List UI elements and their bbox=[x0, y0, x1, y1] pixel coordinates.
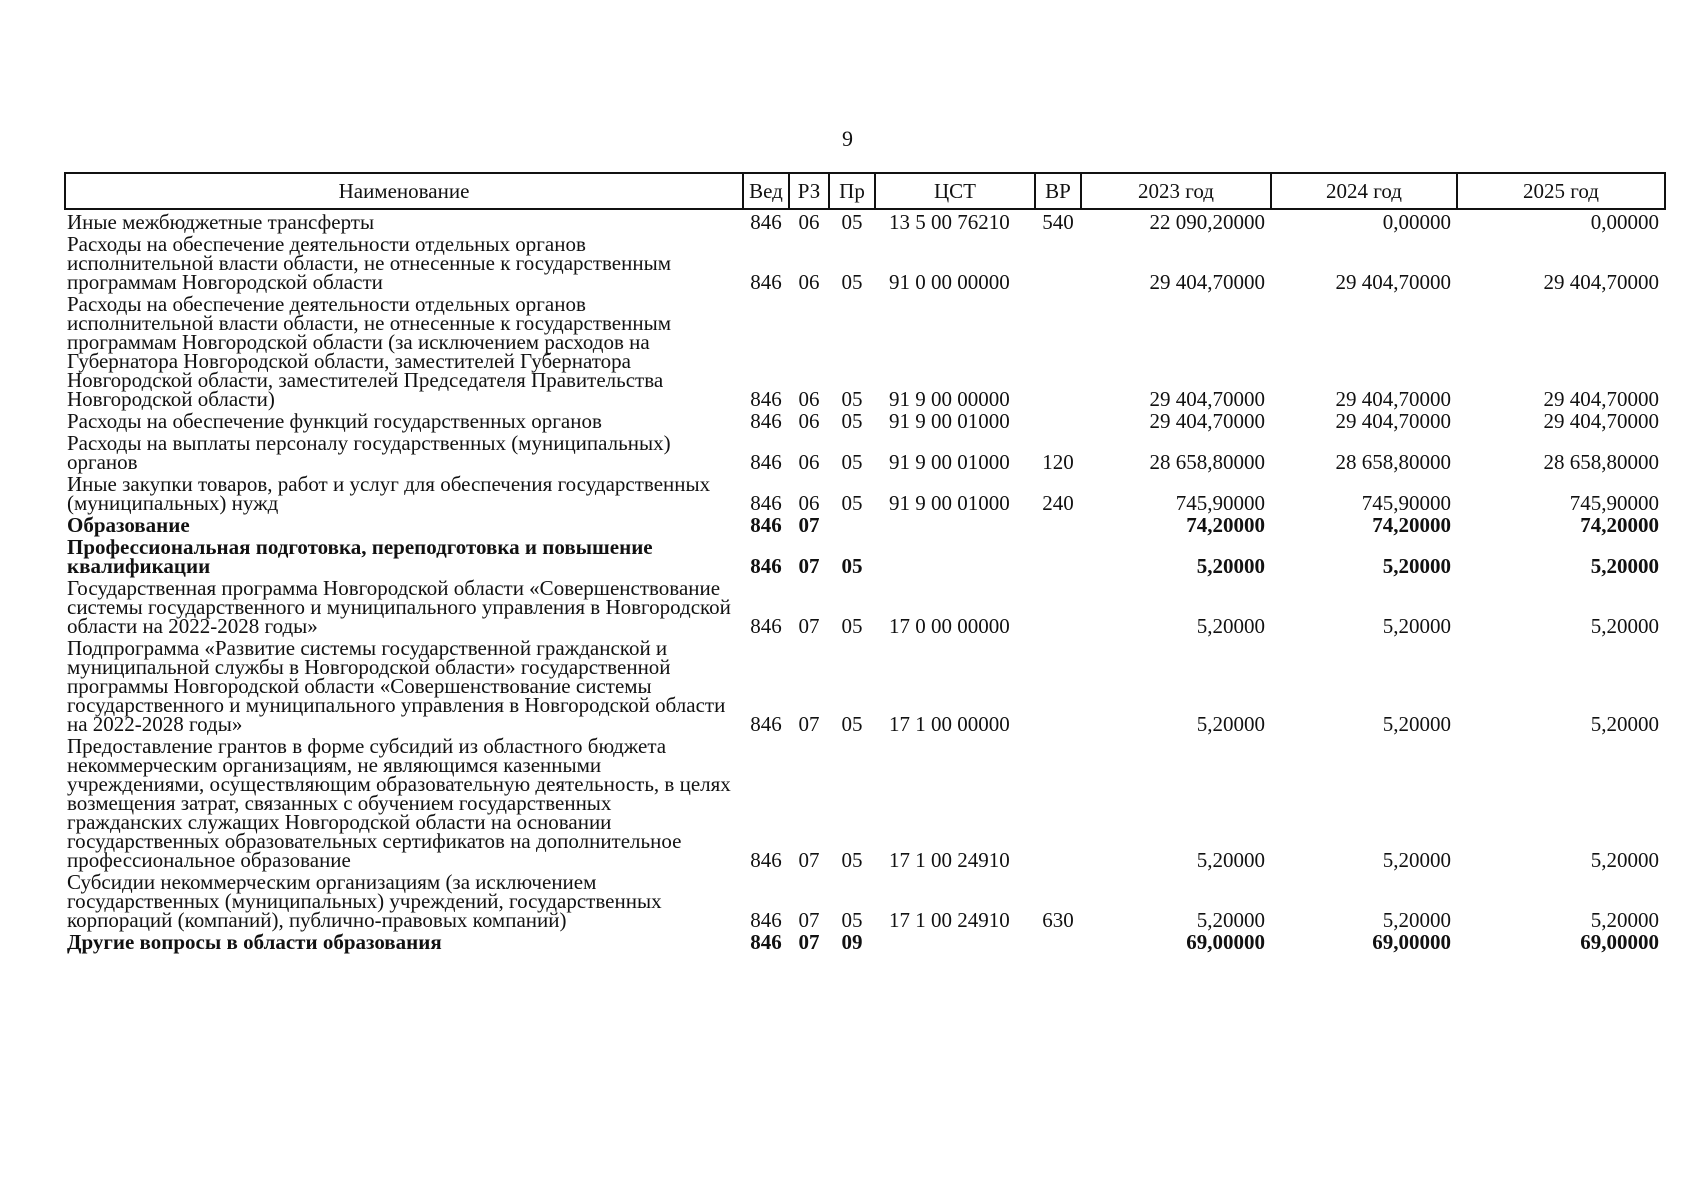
row-pr: 05 bbox=[841, 210, 863, 234]
row-name: Другие вопросы в области образования bbox=[67, 930, 442, 954]
table-row bbox=[65, 232, 1665, 292]
row-cst: 91 9 00 01000 bbox=[889, 491, 1010, 515]
row-vr bbox=[1035, 409, 1081, 431]
row-vr bbox=[1035, 513, 1081, 535]
row-vr bbox=[1035, 232, 1081, 292]
row-vr: 630 bbox=[1042, 908, 1074, 932]
row-rz: 07 bbox=[798, 908, 820, 932]
row-amount-2023: 5,20000 bbox=[1196, 614, 1265, 638]
row-amount-2023: 29 404,70000 bbox=[1149, 409, 1265, 433]
row-ved: 846 bbox=[750, 712, 782, 736]
row-ved: 846 bbox=[750, 450, 782, 474]
table-row bbox=[65, 535, 1665, 576]
row-rz: 07 bbox=[798, 712, 820, 736]
row-pr bbox=[829, 513, 875, 535]
row-name: Субсидии некоммерческим организациям (за исключением государственных (муниципальных) учреждений, государственных корпораций (компаний), публично-правовых компаний) bbox=[67, 870, 662, 932]
row-amount-2024: 29 404,70000 bbox=[1335, 409, 1451, 433]
row-amount-2024: 29 404,70000 bbox=[1335, 270, 1451, 294]
row-name: Расходы на обеспечение функций государственных органов bbox=[67, 409, 602, 433]
row-pr: 05 bbox=[841, 387, 863, 411]
row-name: Расходы на обеспечение деятельности отдельных органов исполнительной власти области, не отнесенные к государственным программам Новгородской области bbox=[67, 232, 672, 294]
row-ved: 846 bbox=[750, 491, 782, 515]
row-pr: 05 bbox=[841, 491, 863, 515]
row-vr: 540 bbox=[1042, 210, 1074, 234]
table-row bbox=[65, 930, 1665, 952]
row-amount-2025: 28 658,80000 bbox=[1543, 450, 1659, 474]
table-row bbox=[65, 292, 1665, 409]
row-cst: 91 9 00 00000 bbox=[889, 387, 1010, 411]
table-row bbox=[65, 472, 1665, 513]
row-pr: 05 bbox=[841, 270, 863, 294]
row-ved: 846 bbox=[750, 210, 782, 234]
row-amount-2023: 29 404,70000 bbox=[1149, 270, 1265, 294]
row-name: Государственная программа Новгородской области «Совершенствование системы государственного и муниципального управления в Новгородской области на 2022-2028 годы» bbox=[67, 576, 731, 638]
row-amount-2023: 22 090,20000 bbox=[1149, 210, 1265, 234]
row-ved: 846 bbox=[750, 848, 782, 872]
row-amount-2024: 29 404,70000 bbox=[1335, 387, 1451, 411]
row-vr: 240 bbox=[1042, 491, 1074, 515]
row-rz: 07 bbox=[798, 614, 820, 638]
row-amount-2023: 28 658,80000 bbox=[1149, 450, 1265, 474]
header-name: Наименование bbox=[65, 173, 743, 209]
row-ved: 846 bbox=[750, 387, 782, 411]
row-rz: 07 bbox=[798, 848, 820, 872]
row-rz: 06 bbox=[798, 210, 820, 234]
row-name: Профессиональная подготовка, переподготовка и повышение квалификации bbox=[67, 535, 653, 578]
header-ved: Вед bbox=[743, 173, 789, 209]
header-2023: 2023 год bbox=[1081, 173, 1271, 209]
row-ved: 846 bbox=[750, 930, 782, 954]
row-pr: 05 bbox=[841, 554, 863, 578]
table-row bbox=[65, 870, 1665, 930]
row-rz: 07 bbox=[798, 513, 820, 537]
row-vr bbox=[1035, 734, 1081, 870]
row-amount-2025: 29 404,70000 bbox=[1543, 270, 1659, 294]
row-amount-2023: 745,90000 bbox=[1175, 491, 1265, 515]
row-amount-2024: 69,00000 bbox=[1372, 930, 1451, 954]
row-rz: 07 bbox=[798, 554, 820, 578]
header-2025: 2025 год bbox=[1457, 173, 1665, 209]
row-pr: 05 bbox=[841, 409, 863, 433]
row-amount-2025: 745,90000 bbox=[1569, 491, 1659, 515]
row-amount-2025: 29 404,70000 bbox=[1543, 409, 1659, 433]
row-amount-2025: 5,20000 bbox=[1590, 848, 1659, 872]
table-body bbox=[65, 209, 1665, 952]
row-amount-2025: 5,20000 bbox=[1590, 908, 1659, 932]
page-number: 9 bbox=[842, 126, 853, 151]
row-pr: 05 bbox=[841, 712, 863, 736]
row-amount-2024: 5,20000 bbox=[1382, 712, 1451, 736]
row-amount-2024: 5,20000 bbox=[1382, 848, 1451, 872]
row-amount-2024: 74,20000 bbox=[1372, 513, 1451, 537]
budget-table-container bbox=[64, 172, 1664, 952]
row-name: Иные закупки товаров, работ и услуг для обеспечения государственных (муниципальных) нужд bbox=[67, 472, 711, 515]
row-amount-2023: 5,20000 bbox=[1196, 848, 1265, 872]
row-amount-2024: 5,20000 bbox=[1382, 554, 1451, 578]
row-amount-2025: 5,20000 bbox=[1590, 554, 1659, 578]
row-amount-2023: 29 404,70000 bbox=[1149, 387, 1265, 411]
row-cst bbox=[875, 513, 1035, 535]
row-amount-2023: 5,20000 bbox=[1196, 554, 1265, 578]
budget-table bbox=[64, 172, 1666, 952]
row-rz: 06 bbox=[798, 491, 820, 515]
row-cst: 91 9 00 01000 bbox=[889, 409, 1010, 433]
row-pr: 09 bbox=[841, 930, 863, 954]
header-vr: ВР bbox=[1035, 173, 1081, 209]
row-rz: 06 bbox=[798, 409, 820, 433]
row-ved: 846 bbox=[750, 614, 782, 638]
row-ved: 846 bbox=[750, 513, 782, 537]
row-pr: 05 bbox=[841, 908, 863, 932]
table-header-row bbox=[65, 173, 1665, 209]
row-cst: 91 0 00 00000 bbox=[889, 270, 1010, 294]
row-pr: 05 bbox=[841, 848, 863, 872]
row-amount-2025: 29 404,70000 bbox=[1543, 387, 1659, 411]
row-vr bbox=[1035, 535, 1081, 576]
row-amount-2025: 5,20000 bbox=[1590, 614, 1659, 638]
row-ved: 846 bbox=[750, 908, 782, 932]
row-ved: 846 bbox=[750, 409, 782, 433]
row-rz: 06 bbox=[798, 387, 820, 411]
row-amount-2024: 0,00000 bbox=[1382, 210, 1451, 234]
row-ved: 846 bbox=[750, 554, 782, 578]
table-row bbox=[65, 431, 1665, 472]
row-vr bbox=[1035, 930, 1081, 952]
row-cst bbox=[875, 535, 1035, 576]
row-amount-2023: 5,20000 bbox=[1196, 712, 1265, 736]
row-rz: 06 bbox=[798, 270, 820, 294]
row-amount-2023: 69,00000 bbox=[1186, 930, 1265, 954]
table-row bbox=[65, 636, 1665, 734]
table-row bbox=[65, 576, 1665, 636]
row-amount-2025: 74,20000 bbox=[1580, 513, 1659, 537]
row-amount-2024: 5,20000 bbox=[1382, 908, 1451, 932]
table-row bbox=[65, 209, 1665, 232]
row-name: Подпрограмма «Развитие системы государственной гражданской и муниципальной службы в Новгородской области» государственной программы Новгородской области «Совершенствование системы государственного и муниципального управления в Новгородской области на 2022-2028 годы» bbox=[67, 636, 726, 736]
row-vr bbox=[1035, 292, 1081, 409]
row-vr bbox=[1035, 576, 1081, 636]
header-rz: РЗ bbox=[789, 173, 829, 209]
row-cst: 17 1 00 24910 bbox=[889, 908, 1010, 932]
row-amount-2024: 28 658,80000 bbox=[1335, 450, 1451, 474]
table-row bbox=[65, 513, 1665, 535]
header-pr: Пр bbox=[829, 173, 875, 209]
row-amount-2023: 74,20000 bbox=[1186, 513, 1265, 537]
row-vr bbox=[1035, 636, 1081, 734]
row-name: Расходы на обеспечение деятельности отдельных органов исполнительной власти области, не отнесенные к государственным программам Новгородской области (за исключением расходов на Губернатора Новгородской области, заместителей Губернатора Новгородской области, заместителей Председателя Правительства Новгородской области) bbox=[67, 292, 672, 411]
row-cst bbox=[875, 930, 1035, 952]
row-rz: 06 bbox=[798, 450, 820, 474]
row-amount-2025: 69,00000 bbox=[1580, 930, 1659, 954]
row-name: Иные межбюджетные трансферты bbox=[67, 210, 375, 234]
header-cst: ЦСТ bbox=[875, 173, 1035, 209]
row-amount-2024: 745,90000 bbox=[1361, 491, 1451, 515]
row-name: Расходы на выплаты персоналу государственных (муниципальных) органов bbox=[67, 431, 671, 474]
header-2024: 2024 год bbox=[1271, 173, 1457, 209]
row-cst: 17 0 00 00000 bbox=[889, 614, 1010, 638]
row-cst: 17 1 00 00000 bbox=[889, 712, 1010, 736]
row-pr: 05 bbox=[841, 614, 863, 638]
row-vr: 120 bbox=[1042, 450, 1074, 474]
row-amount-2025: 0,00000 bbox=[1590, 210, 1659, 234]
row-pr: 05 bbox=[841, 450, 863, 474]
row-name: Предоставление грантов в форме субсидий из областного бюджета некоммерческим организациям, не являющимся казенными учреждениями, осуществляющим образовательную деятельность, в целях возмещения затрат, связанных с обучением государственных гражданских служащих Новгородской области на основании государственных образовательных сертификатов на дополнительное профессиональное образование bbox=[67, 734, 731, 872]
row-cst: 91 9 00 01000 bbox=[889, 450, 1010, 474]
row-amount-2023: 5,20000 bbox=[1196, 908, 1265, 932]
row-cst: 17 1 00 24910 bbox=[889, 848, 1010, 872]
table-row bbox=[65, 734, 1665, 870]
row-ved: 846 bbox=[750, 270, 782, 294]
row-cst: 13 5 00 76210 bbox=[889, 210, 1010, 234]
table-row bbox=[65, 409, 1665, 431]
row-name: Образование bbox=[67, 513, 190, 537]
row-amount-2024: 5,20000 bbox=[1382, 614, 1451, 638]
row-rz: 07 bbox=[798, 930, 820, 954]
row-amount-2025: 5,20000 bbox=[1590, 712, 1659, 736]
